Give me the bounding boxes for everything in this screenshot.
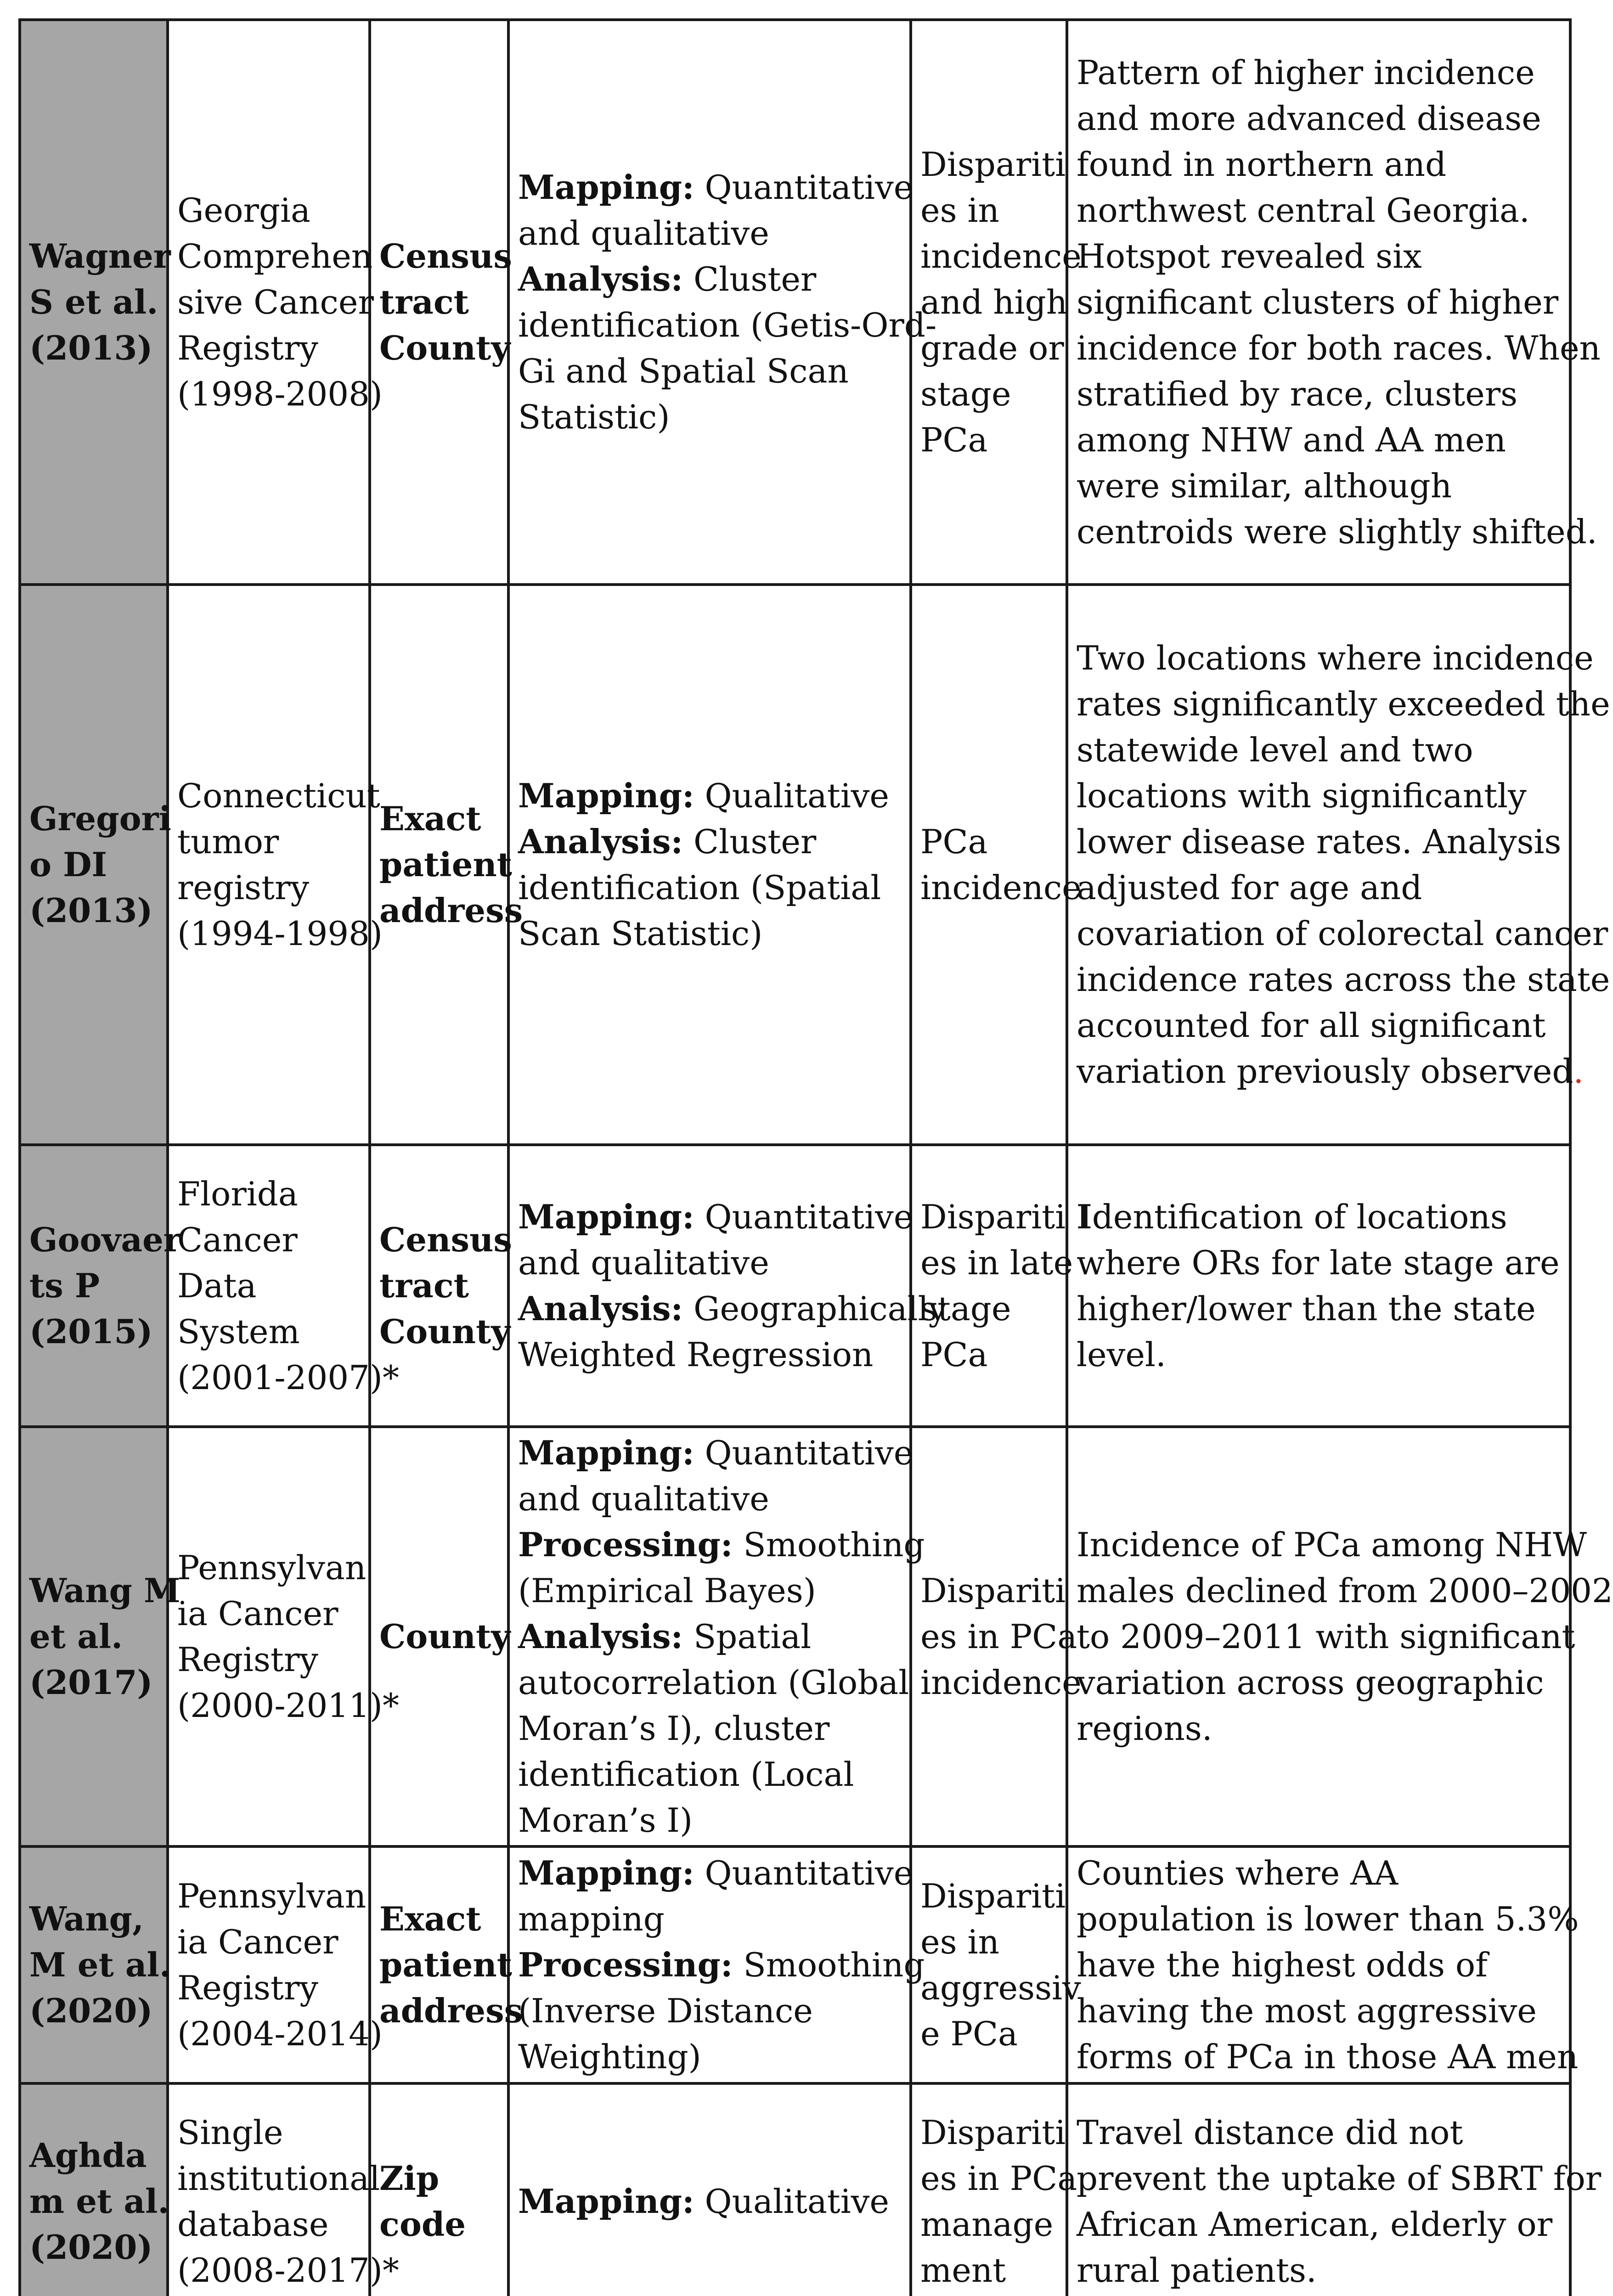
method-label: Mapping: bbox=[518, 776, 694, 815]
text-line: incidence bbox=[920, 237, 1082, 276]
text-line: ia Cancer bbox=[177, 1923, 338, 1961]
method-label: Mapping: bbox=[518, 168, 694, 207]
text-line: Aghda bbox=[29, 2136, 147, 2175]
text-line: System bbox=[177, 1312, 300, 1351]
text-line: es in bbox=[920, 191, 999, 230]
table-row bbox=[20, 1427, 1570, 1846]
method-text: Moran’s I) bbox=[518, 1801, 693, 1840]
text-line: PCa bbox=[920, 1335, 988, 1374]
text-line: Data bbox=[177, 1266, 257, 1305]
text-line: were similar, although bbox=[1077, 467, 1452, 505]
text-line: found in northern and bbox=[1077, 145, 1447, 184]
text-line: among NHW and AA men bbox=[1077, 421, 1506, 459]
text-line bbox=[518, 1896, 901, 1942]
text-line: (1998-2008) bbox=[177, 375, 383, 413]
text-line bbox=[1077, 1048, 1584, 1094]
text-line bbox=[518, 348, 901, 394]
text-line: variation across geographic bbox=[1077, 1663, 1544, 1702]
method-text: and qualitative bbox=[518, 1480, 769, 1518]
text-line: accounted for all significant bbox=[1077, 1006, 1546, 1045]
method-text: Spatial bbox=[683, 1617, 812, 1656]
text-line: Comprehen bbox=[177, 237, 373, 276]
findings-cell bbox=[1067, 1846, 1579, 2083]
method-text: Qualitative bbox=[694, 777, 890, 815]
findings-cell bbox=[1067, 1427, 1613, 1846]
text-line bbox=[518, 1194, 914, 1240]
method-label: Analysis: bbox=[518, 1289, 683, 1328]
findings-cell bbox=[1067, 20, 1601, 585]
text-line: o DI bbox=[29, 845, 107, 884]
outcome-cell bbox=[911, 585, 1082, 1145]
findings-cell bbox=[1067, 1145, 1570, 1427]
method-text: Smoothing bbox=[733, 1946, 925, 1984]
text-line bbox=[518, 1476, 901, 1522]
text-line: S et al. bbox=[29, 282, 158, 321]
text-line: have the highest odds of bbox=[1077, 1946, 1488, 1984]
method-label: Analysis: bbox=[518, 822, 683, 861]
table-row bbox=[20, 1145, 1570, 1427]
method-text: Weighted Regression bbox=[518, 1335, 874, 1374]
method-text: Quantitative bbox=[694, 1198, 914, 1236]
text-line: northwest central Georgia. bbox=[1077, 191, 1530, 230]
text-line: Two locations where incidence bbox=[1077, 639, 1594, 677]
text-line: grade or bbox=[920, 329, 1064, 367]
text-line: Registry bbox=[177, 1969, 318, 2007]
text-line: stratified by race, clusters bbox=[1077, 375, 1518, 413]
text-line: having the most aggressive bbox=[1077, 1992, 1537, 2030]
text-line: Census bbox=[379, 236, 512, 276]
text-line: (1994-1998) bbox=[177, 914, 383, 953]
text-line: significant clusters of higher bbox=[1077, 283, 1559, 321]
author-cell bbox=[20, 20, 171, 585]
methods-cell bbox=[508, 1846, 925, 2083]
method-text: Gi and Spatial Scan bbox=[518, 352, 849, 390]
text-line: lower disease rates. Analysis bbox=[1077, 822, 1562, 861]
text-line: County bbox=[379, 1617, 511, 1656]
data-source-cell bbox=[168, 2083, 399, 2296]
text-line: rural patients. bbox=[1077, 2251, 1317, 2290]
text-line bbox=[518, 1942, 925, 1988]
text-line: Registry bbox=[177, 329, 318, 367]
text-line: tract bbox=[379, 282, 469, 321]
text-line: address bbox=[379, 891, 523, 930]
text-line: Pennsylvan bbox=[177, 1877, 367, 1915]
method-text: Quantitative bbox=[694, 1854, 914, 1892]
method-text: (Empirical Bayes) bbox=[518, 1571, 816, 1610]
method-text: Cluster bbox=[683, 822, 817, 861]
method-text: Weighting) bbox=[518, 2037, 701, 2076]
method-label: Processing: bbox=[518, 1525, 733, 1564]
methods-cell bbox=[508, 585, 911, 1145]
method-text: identification (Getis-Ord- bbox=[518, 306, 937, 344]
text-line: Hotspot revealed six bbox=[1077, 237, 1422, 276]
text-line bbox=[518, 865, 901, 911]
text-line: Registry bbox=[177, 1640, 318, 1679]
text-line: African American, elderly or bbox=[1077, 2205, 1553, 2244]
method-text: Scan Statistic) bbox=[518, 914, 763, 953]
table-container bbox=[18, 18, 1613, 2296]
text-line: and more advanced disease bbox=[1077, 99, 1541, 138]
outcome-cell bbox=[911, 1427, 1082, 1846]
text-line: (2008-2017)* bbox=[177, 2251, 399, 2290]
method-text: identification (Local bbox=[518, 1755, 854, 1794]
red-period-mark: . bbox=[1573, 1052, 1584, 1091]
text-line: es in late bbox=[920, 1244, 1073, 1282]
text-line: (2013) bbox=[29, 891, 153, 930]
text-line: Wang M bbox=[29, 1571, 180, 1610]
text-line: Wang, bbox=[29, 1899, 144, 1938]
text-line bbox=[518, 1850, 914, 1896]
method-text: Quantitative bbox=[694, 1434, 914, 1472]
text-line: Dispariti bbox=[920, 1877, 1066, 1915]
text-line: prevent the uptake of SBRT for bbox=[1077, 2159, 1602, 2198]
text-line: (2020) bbox=[29, 2228, 153, 2267]
text-line: Dispariti bbox=[920, 2113, 1066, 2152]
text-line: tumor bbox=[177, 822, 279, 861]
text-line bbox=[518, 1614, 901, 1660]
method-text: and qualitative bbox=[518, 1244, 769, 1282]
text-line: Counties where AA bbox=[1077, 1854, 1399, 1892]
geographic-level-cell bbox=[370, 1846, 523, 2083]
findings-initial: I bbox=[1077, 1197, 1092, 1236]
table-row bbox=[20, 1846, 1570, 2083]
data-source-cell bbox=[168, 585, 383, 1145]
table-row bbox=[20, 2083, 1570, 2296]
text-line bbox=[518, 1988, 901, 2034]
text-line: incidence for both races. When bbox=[1077, 329, 1601, 367]
data-source-cell bbox=[168, 1846, 383, 2083]
text-line: ment bbox=[920, 2251, 1006, 2290]
text-line: manage bbox=[920, 2205, 1054, 2244]
text-line: Pattern of higher incidence bbox=[1077, 53, 1535, 92]
method-text: Smoothing bbox=[733, 1525, 925, 1564]
methods-cell bbox=[508, 20, 937, 585]
text-line bbox=[518, 2178, 901, 2224]
text-line: regions. bbox=[1077, 1709, 1213, 1748]
text-line: where ORs for late stage are bbox=[1077, 1244, 1560, 1282]
outcome-cell bbox=[911, 2083, 1077, 2296]
findings-cell bbox=[1067, 2083, 1602, 2296]
text-line bbox=[518, 394, 901, 440]
data-source-cell bbox=[168, 1145, 399, 1427]
text-line bbox=[518, 1332, 901, 1378]
geographic-level-cell bbox=[370, 1427, 511, 1846]
method-label: Mapping: bbox=[518, 1197, 694, 1236]
text-line: aggressiv bbox=[920, 1969, 1081, 2007]
author-cell bbox=[20, 585, 171, 1145]
text-line: stage bbox=[920, 375, 1011, 413]
text-line bbox=[518, 1568, 901, 1614]
methods-cell bbox=[508, 1427, 925, 1846]
text-line: and high bbox=[920, 283, 1068, 321]
method-label: Processing: bbox=[518, 1945, 733, 1984]
text-line: forms of PCa in those AA men bbox=[1077, 2037, 1579, 2076]
text-line: stage bbox=[920, 1289, 1011, 1328]
method-text: Cluster bbox=[683, 260, 817, 298]
method-text: Qualitative bbox=[694, 2182, 890, 2221]
text-line bbox=[518, 1430, 914, 1476]
text-line: statewide level and two bbox=[1077, 731, 1473, 769]
methods-cell bbox=[508, 1145, 947, 1427]
text-line: population is lower than 5.3% bbox=[1077, 1900, 1579, 1938]
text-line: Florida bbox=[177, 1175, 298, 1213]
text-line: (2017) bbox=[29, 1663, 153, 1702]
text-line: locations with significantly bbox=[1077, 777, 1527, 815]
text-line: database bbox=[177, 2205, 329, 2244]
text-line: M et al. bbox=[29, 1945, 171, 1984]
data-source-cell bbox=[168, 20, 383, 585]
text-line: (2004-2014) bbox=[177, 2015, 383, 2053]
outcome-cell bbox=[911, 1846, 1081, 2083]
text-line bbox=[518, 1797, 901, 1843]
text-line: Travel distance did not bbox=[1077, 2113, 1463, 2152]
text-line: PCa bbox=[920, 822, 988, 861]
text-line bbox=[518, 210, 901, 256]
text-line: patient bbox=[379, 1945, 513, 1984]
method-text: Statistic) bbox=[518, 398, 670, 436]
findings-text: dentification of locations bbox=[1092, 1198, 1507, 1236]
text-line: males declined from 2000–2002 bbox=[1077, 1571, 1613, 1610]
table-row bbox=[20, 20, 1570, 585]
geographic-level-cell bbox=[370, 20, 512, 585]
method-text: mapping bbox=[518, 1900, 665, 1938]
text-line: es in PCa bbox=[920, 1617, 1077, 1656]
text-line: sive Cancer bbox=[177, 283, 374, 321]
text-line bbox=[518, 256, 901, 302]
text-line: rates significantly exceeded the bbox=[1077, 685, 1610, 723]
text-line: Exact bbox=[379, 1899, 481, 1938]
text-line: address bbox=[379, 1991, 523, 2030]
data-source-cell bbox=[168, 1427, 399, 1846]
method-text: Geographically bbox=[683, 1289, 947, 1328]
text-line bbox=[518, 1705, 901, 1751]
method-text: Moran’s I), cluster bbox=[518, 1709, 830, 1748]
text-line bbox=[1077, 1194, 1561, 1240]
text-line: centroids were slightly shifted. bbox=[1077, 512, 1597, 551]
method-text: identification (Spatial bbox=[518, 868, 881, 907]
text-line: Wagner bbox=[29, 236, 171, 276]
text-line: patient bbox=[379, 845, 513, 884]
text-line: adjusted for age and bbox=[1077, 868, 1422, 907]
author-cell bbox=[20, 1846, 171, 2083]
text-line: Single bbox=[177, 2113, 283, 2152]
text-line: Cancer bbox=[177, 1221, 298, 1259]
text-line: ts P bbox=[29, 1266, 100, 1305]
text-line: Gregori bbox=[29, 799, 171, 838]
methods-cell bbox=[508, 2083, 911, 2296]
method-label: Mapping: bbox=[518, 1433, 694, 1472]
text-line: incidence bbox=[920, 1663, 1082, 1702]
text-line bbox=[518, 773, 901, 819]
text-line: to 2009–2011 with significant bbox=[1077, 1617, 1575, 1656]
text-line: higher/lower than the state bbox=[1077, 1289, 1536, 1328]
text-line: Exact bbox=[379, 799, 481, 838]
text-line: (2013) bbox=[29, 328, 153, 367]
text-line: covariation of colorectal cancer bbox=[1077, 914, 1608, 953]
text-line: es in PCa bbox=[920, 2159, 1077, 2198]
text-line: m et al. bbox=[29, 2182, 169, 2221]
outcome-cell bbox=[911, 1145, 1073, 1427]
text-line: Pennsylvan bbox=[177, 1548, 367, 1587]
text-line: (2015) bbox=[29, 1312, 153, 1351]
text-line bbox=[518, 1286, 947, 1332]
text-line: PCa bbox=[920, 421, 988, 459]
text-line bbox=[518, 911, 901, 957]
text-line: code bbox=[379, 2205, 466, 2244]
text-line: Dispariti bbox=[920, 145, 1066, 184]
text-line: incidence rates across the state bbox=[1077, 960, 1610, 999]
text-line: Georgia bbox=[177, 191, 310, 230]
text-line: (2020) bbox=[29, 1991, 153, 2030]
method-label: Mapping: bbox=[518, 2182, 694, 2221]
table-row bbox=[20, 585, 1570, 1145]
text-line: institutional bbox=[177, 2159, 380, 2198]
text-line: Incidence of PCa among NHW bbox=[1077, 1525, 1587, 1564]
method-text: Quantitative bbox=[694, 168, 914, 207]
text-line: (2001-2007)* bbox=[177, 1358, 399, 1397]
text-line: ia Cancer bbox=[177, 1594, 338, 1633]
text-line bbox=[518, 164, 914, 210]
text-line: incidence bbox=[920, 868, 1082, 907]
method-label: Analysis: bbox=[518, 1617, 683, 1656]
text-line bbox=[518, 1522, 925, 1568]
outcome-cell bbox=[911, 20, 1082, 585]
text-line: e PCa bbox=[920, 2015, 1018, 2053]
text-line: et al. bbox=[29, 1617, 123, 1656]
text-line: es in bbox=[920, 1923, 999, 1961]
geographic-level-cell bbox=[370, 585, 523, 1145]
text-line: level. bbox=[1077, 1335, 1166, 1374]
text-line bbox=[518, 1660, 909, 1705]
text-line: Connecticut bbox=[177, 777, 380, 815]
method-text: and qualitative bbox=[518, 214, 769, 253]
text-line: (2000-2011)* bbox=[177, 1686, 399, 1725]
method-label: Analysis: bbox=[518, 259, 683, 298]
text-line bbox=[518, 819, 901, 865]
text-line: registry bbox=[177, 868, 310, 907]
text-line: County bbox=[379, 1312, 511, 1351]
text-line: Zip bbox=[379, 2159, 440, 2198]
text-line: Dispariti bbox=[920, 1198, 1066, 1236]
text-line bbox=[518, 1751, 901, 1797]
author-cell bbox=[20, 1145, 181, 1427]
findings-text: variation previously observed bbox=[1077, 1052, 1574, 1091]
studies-table bbox=[18, 18, 1613, 2296]
text-line: tract bbox=[379, 1266, 469, 1305]
text-line: Goovaer bbox=[29, 1220, 181, 1259]
method-label: Mapping: bbox=[518, 1853, 694, 1892]
method-text: (Inverse Distance bbox=[518, 1992, 813, 2030]
text-line bbox=[518, 1240, 901, 1286]
author-cell bbox=[20, 2083, 168, 2296]
text-line: County bbox=[379, 328, 511, 367]
author-cell bbox=[20, 1427, 180, 1846]
text-line: Dispariti bbox=[920, 1571, 1066, 1610]
text-line bbox=[518, 302, 937, 348]
method-text: autocorrelation (Global bbox=[518, 1663, 909, 1702]
text-line: Census bbox=[379, 1220, 512, 1259]
findings-cell bbox=[1067, 585, 1610, 1145]
text-line bbox=[518, 2034, 901, 2080]
